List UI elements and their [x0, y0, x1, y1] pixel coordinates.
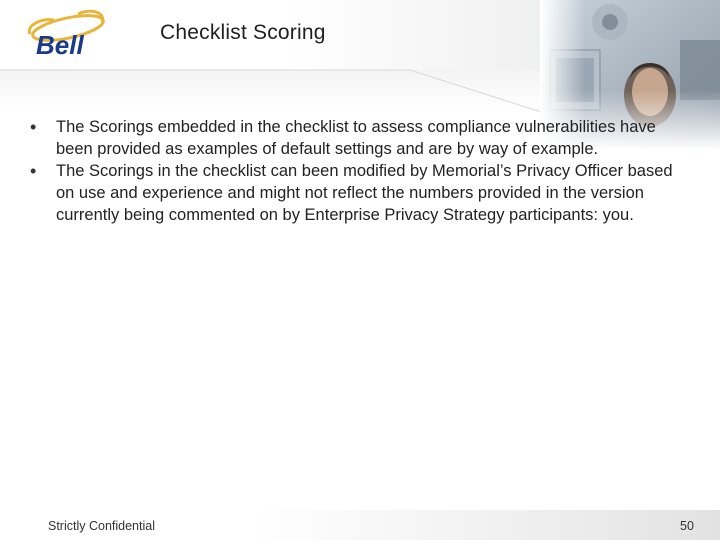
logo-text: Bell: [36, 30, 84, 60]
bullet-text: The Scorings in the checklist can been modified by Memorial’s Privacy Officer based on use and experience and might not reflect the numbers provided in the version currently being commented on by Enterprise Privacy Strategy participants: you.: [56, 162, 673, 224]
bullet-item: [30, 160, 690, 226]
bullet-text: The Scorings embedded in the checklist to assess compliance vulnerabilities have been provided as examples of default settings and are by way of example.: [56, 118, 656, 158]
bullet-marker: •: [30, 161, 37, 181]
page-number: 50: [680, 519, 694, 533]
footer-confidential: Strictly Confidential: [48, 519, 155, 533]
bullet-list: [30, 116, 690, 226]
bullet-item: [30, 116, 690, 160]
bell-logo: [18, 8, 133, 60]
slide-title: Checklist Scoring: [160, 21, 326, 44]
bullet-marker: •: [30, 117, 37, 137]
